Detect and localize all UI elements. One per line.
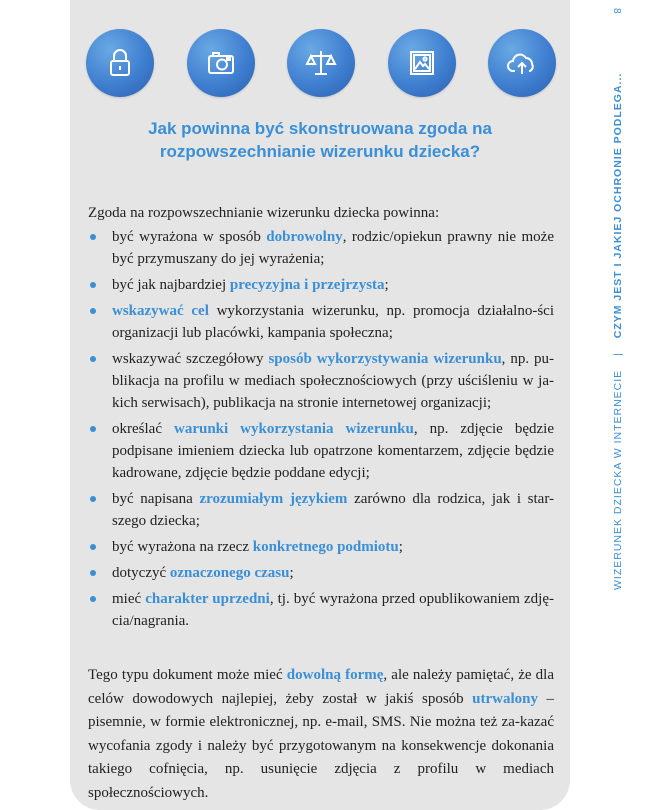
lock-icon [86, 29, 154, 97]
cloud-upload-icon [488, 29, 556, 97]
highlight: dobrowolny [266, 229, 343, 245]
chapter-label: CZYM JEST I JAKIEJ OCHRONIE PODLEGA... [612, 72, 624, 339]
highlight: konkretnego podmiotu [252, 539, 399, 555]
bullet-icon [90, 544, 96, 550]
requirements-list [88, 226, 554, 636]
bullet-icon [90, 356, 96, 362]
list-item: być wyrażona w sposób dobrowolny, rodzic/opiekun prawny nie może być przymuszany do jej wyrażenia; [88, 226, 554, 270]
closing-paragraph: Tego typu dokument może mieć dowolną formę, ale należy pamiętać, że dla celów dowodowych najlepiej, żeby został w jakiś sposób utrwalony – pisemnie, w formie elektronicznej, np. e-mail, SMS. Nie można też za-kazać wycofania zgody i należy być przygotowanym na konsekwencje dokonania takiego cofnięcia, np. usunięcie zdjęcia z profilu w mediach społecznościowych. [88, 667, 555, 801]
bullet-icon [90, 596, 96, 602]
bullet-icon [90, 308, 96, 314]
section-label: WIZERUNEK DZIECKA W INTERNECIE [612, 369, 624, 590]
bullet-icon [90, 234, 96, 240]
bullet-icon [90, 282, 96, 288]
highlight: precyzyjna i przejrzysta [229, 277, 385, 293]
highlight: utrwalony [472, 690, 539, 707]
intro-text: Zgoda na rozpowszechnianie wizerunku dziecka powinna: [88, 205, 440, 221]
list-item: wskazywać cel wykorzystania wizerunku, np. promocja działalno-ści organizacji lub placówki, kampania społeczna; [88, 300, 554, 344]
camera-icon [187, 29, 255, 97]
icon-row [86, 29, 556, 99]
bullet-icon [90, 496, 96, 502]
bullet-icon [90, 426, 96, 432]
section-title [90, 117, 550, 163]
list-item: być jak najbardziej precyzyjna i przejrzysta; [88, 274, 554, 296]
list-item: mieć charakter uprzedni, tj. być wyrażona przed opublikowaniem zdję-cia/nagrania. [88, 588, 554, 632]
list-item: dotyczyć oznaczonego czasu; [88, 562, 554, 584]
list-item: wskazywać szczegółowy sposób wykorzystywania wizerunku, np. pu-blikacja na profilu w mediach społecznościowych (przy uściśleniu w ja-kich serwisach), publikacja na stronie internetowej organizacji; [88, 348, 554, 414]
page-number: 8 [611, 8, 622, 14]
list-item: określać warunki wykorzystania wizerunku, np. zdjęcie będzie podpisane imieniem dziecka lub opatrzone komentarzem, zdjęcie będzie kadrowane, zdjęcie będzie poddane edycji; [88, 418, 554, 484]
highlight: warunki wykorzystania wizerunku [173, 421, 414, 437]
title-line-2: rozpowszechnianie wizerunku dziecka? [159, 142, 481, 161]
scales-icon [287, 29, 355, 97]
highlight: zrozumiałym językiem [199, 491, 348, 507]
highlight: sposób wykorzystywania wizerunku [268, 351, 502, 367]
list-item: być napisana zrozumiałym językiem zarówno dla rodzica, jak i star-szego dziecka; [88, 488, 554, 532]
highlight: dowolną formę [286, 667, 384, 683]
title-line-1: Jak powinna być skonstruowana zgoda na [148, 119, 492, 138]
highlight: wskazywać cel [112, 303, 209, 319]
running-header [612, 73, 624, 590]
separator: | [612, 352, 624, 356]
list-item: być wyrażona na rzecz konkretnego podmiotu; [88, 536, 554, 558]
highlight: charakter uprzedni [145, 591, 270, 607]
bullet-icon [90, 570, 96, 576]
image-icon [388, 29, 456, 97]
highlight: oznaczonego czasu [169, 565, 290, 581]
